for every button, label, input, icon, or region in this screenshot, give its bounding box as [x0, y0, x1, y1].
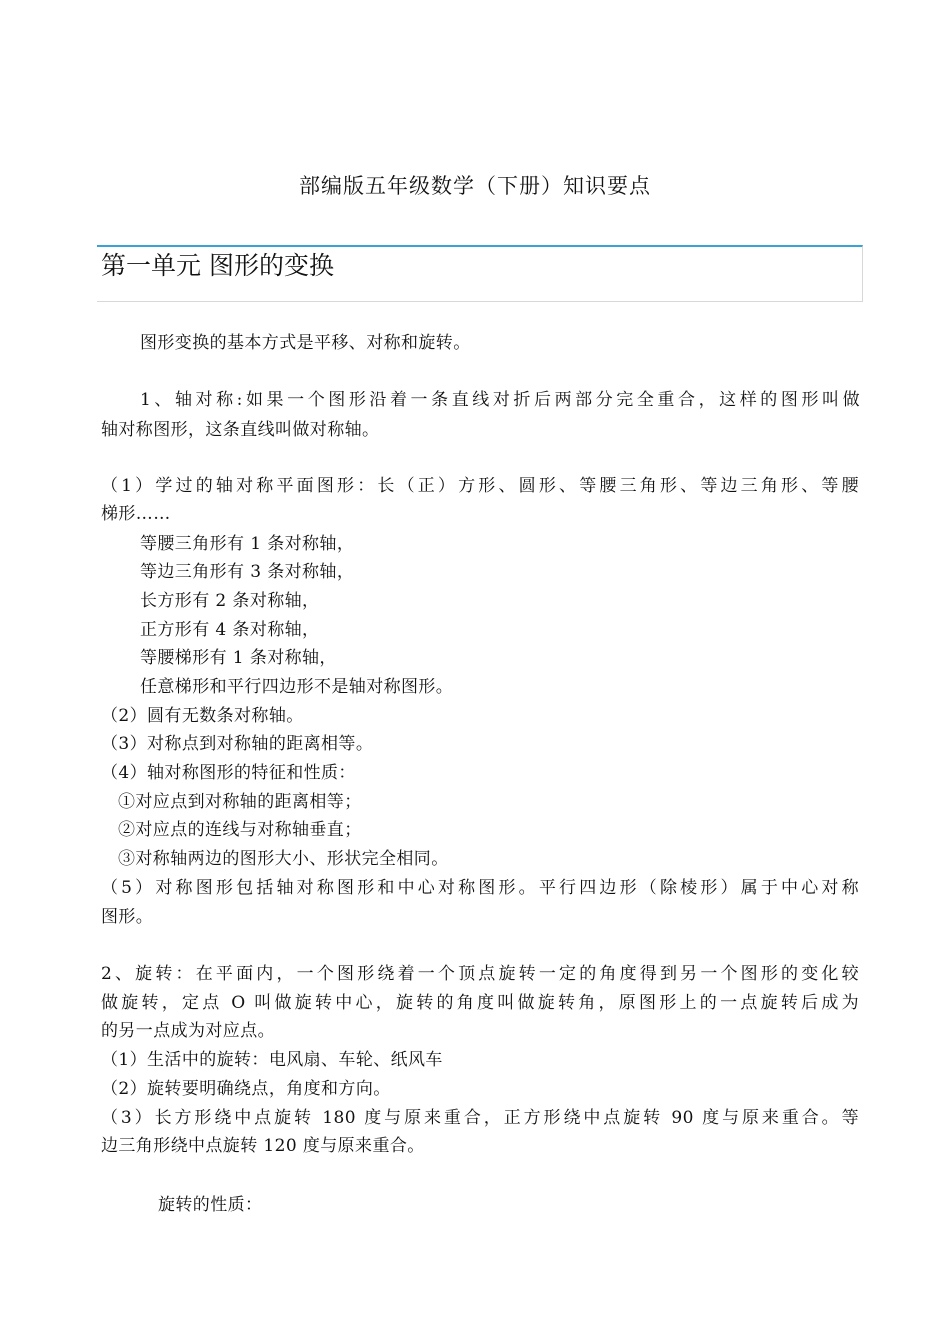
text-line: 等腰梯形有 1 条对称轴， [140, 648, 337, 668]
text-line: 旋转的性质： [158, 1195, 263, 1215]
text-line: ②对应点的连线与对称轴垂直； [118, 820, 362, 840]
text-line: 轴对称图形，这条直线叫做对称轴。 [101, 420, 380, 440]
document-title: 部编版五年级数学（下册）知识要点 [299, 174, 651, 198]
text-line: 做旋转，定点 O 叫做旋转中心，旋转的角度叫做旋转角，原图形上的一点旋转后成为 [101, 993, 859, 1013]
text-line: 正方形有 4 条对称轴， [140, 620, 320, 640]
text-line: 2、旋转：在平面内，一个图形绕着一个顶点旋转一定的角度得到另一个图形的变化较 [101, 964, 859, 984]
text-line: ①对应点到对称轴的距离相等； [118, 792, 362, 812]
text-line: （3）长方形绕中点旋转 180 度与原来重合，正方形绕中点旋转 90 度与原来重合。等 [101, 1108, 859, 1128]
text-line: 图形。 [101, 907, 154, 927]
text-line: 图形变换的基本方式是平移、对称和旋转。 [140, 333, 471, 353]
text-line: 的另一点成为对应点。 [101, 1021, 275, 1041]
text-line: （2）旋转要明确绕点，角度和方向。 [101, 1079, 391, 1099]
text-line: 梯形…… [101, 504, 171, 524]
text-line: 等腰三角形有 1 条对称轴， [140, 534, 355, 554]
text-line: 边三角形绕中点旋转 120 度与原来重合。 [101, 1136, 425, 1156]
text-line: （2）圆有无数条对称轴。 [101, 706, 304, 726]
text-line: 任意梯形和平行四边形不是轴对称图形。 [140, 677, 454, 697]
text-line: （1）学过的轴对称平面图形：长（正）方形、圆形、等腰三角形、等边三角形、等腰 [101, 476, 859, 496]
section-title: 第一单元 图形的变换 [101, 251, 334, 280]
text-line: （3）对称点到对称轴的距离相等。 [101, 734, 374, 754]
text-line: 1、轴对称:如果一个图形沿着一条直线对折后两部分完全重合，这样的图形叫做 [140, 390, 860, 410]
text-line: 等边三角形有 3 条对称轴， [140, 562, 355, 582]
text-line: 长方形有 2 条对称轴， [140, 591, 320, 611]
text-line: （4）轴对称图形的特征和性质： [101, 763, 356, 783]
text-line: （1）生活中的旋转：电风扇、车轮、纸风车 [101, 1050, 443, 1070]
text-line: ③对称轴两边的图形大小、形状完全相同。 [118, 849, 449, 869]
text-line: （5）对称图形包括轴对称图形和中心对称图形。平行四边形（除棱形）属于中心对称 [101, 878, 859, 898]
